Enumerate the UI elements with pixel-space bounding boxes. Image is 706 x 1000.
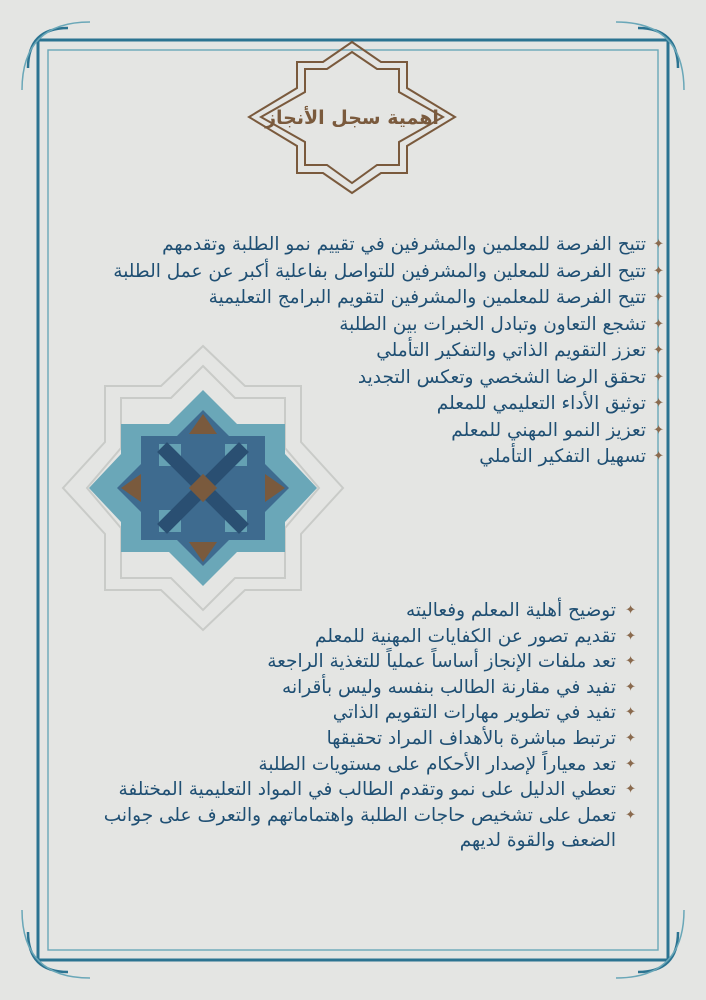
list-item: ✦ تعد ملفات الإنجاز أساساً عملياً للتغذية الراجعة [56,649,616,675]
list-item: ✦ تعزيز النمو المهني للمعلم [6,418,646,445]
list-item: ✦ تعد معياراً لإصدار الأحكام على مستويات الطلبة [56,752,616,778]
list-item: ✦ تفيد في تطوير مهارات التقويم الذاتي [56,700,616,726]
list-item: ✦ تتيح الفرصة للمعلين والمشرفين للتواصل بفاعلية أكبر عن عمل الطلبة [6,259,646,286]
page-title: اهمية سجل الأنجاز [265,107,439,129]
list-item: ✦ تشجع التعاون وتبادل الخبرات بين الطلبة [6,312,646,339]
list-item: ✦ تعمل على تشخيص حاجات الطلبة واهتماماتهم والتعرف على جوانب الضعف والقوة لديهم [56,803,616,853]
list-item: ✦ تسهيل التفكير التأملي [6,444,646,471]
list-item: ✦ تحقق الرضا الشخصي وتعكس التجديد [6,365,646,392]
list-item: ✦ تعزز التقويم الذاتي والتفكير التأملي [6,338,646,365]
importance-list-bottom [56,598,616,853]
list-item: ✦ توثيق الأداء التعليمي للمعلم [6,391,646,418]
list-item: ✦ تتيح الفرصة للمعلمين والمشرفين لتقويم البرامج التعليمية [6,285,646,312]
list-item: ✦ تفيد في مقارنة الطالب بنفسه وليس بأقرانه [56,675,616,701]
list-item: ✦ تقديم تصور عن الكفايات المهنية للمعلم [56,624,616,650]
list-item: ✦ تتيح الفرصة للمعلمين والمشرفين في تقييم نمو الطلبة وتقدمهم [6,232,646,259]
importance-list-top [6,232,646,471]
list-item: ✦ ترتبط مباشرة بالأهداف المراد تحقيقها [56,726,616,752]
list-item: ✦ توضيح أهلية المعلم وفعاليته [56,598,616,624]
list-item: ✦ تعطي الدليل على نمو وتقدم الطالب في المواد التعليمية المختلفة [56,777,616,803]
